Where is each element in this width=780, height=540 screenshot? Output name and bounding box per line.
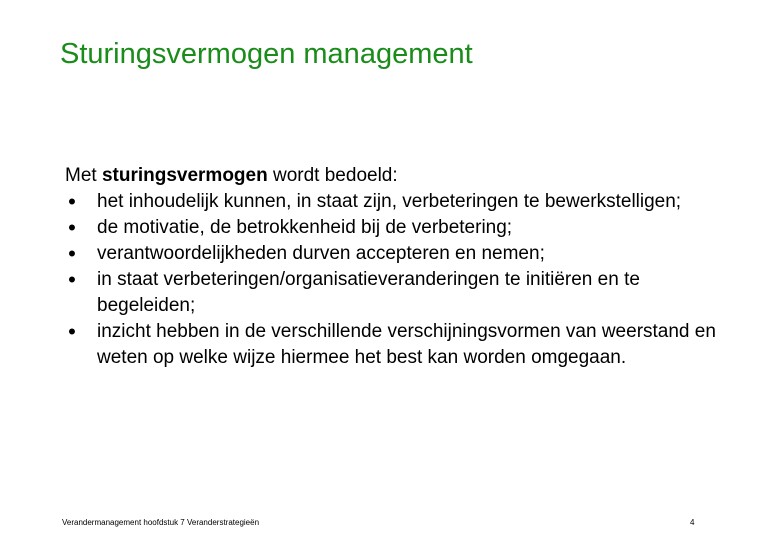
intro-prefix: Met [65, 165, 102, 186]
list-item [65, 267, 725, 319]
bullet-icon: • [68, 189, 76, 214]
intro-bold-term: sturingsvermogen [101, 165, 268, 186]
list-item-text: in staat verbeteringen/organisatieveranderingen te initiëren en te begeleiden; [97, 269, 640, 316]
list-item [65, 189, 725, 215]
bullet-icon: • [68, 267, 76, 292]
list-item [65, 319, 725, 371]
bullet-icon: • [68, 319, 76, 344]
intro-suffix: wordt bedoeld: [267, 165, 398, 186]
list-item [65, 241, 725, 267]
list-item-text: het inhoudelijk kunnen, in staat zijn, verbeteringen te bewerkstelligen; [97, 191, 682, 212]
list-item-text: de motivatie, de betrokkenheid bij de verbetering; [97, 217, 513, 238]
list-item [65, 215, 725, 241]
slide-body [65, 163, 725, 371]
page-number: 4 [690, 518, 695, 527]
footer-text: Verandermanagement hoofdstuk 7 Veranderstrategieën [62, 518, 260, 527]
intro-line [65, 163, 725, 189]
list-item-text: verantwoordelijkheden durven accepteren en nemen; [97, 243, 545, 264]
list-item-text: inzicht hebben in de verschillende verschijningsvormen van weerstand en weten op welke wijze hiermee het best kan worden omgegaan. [97, 321, 716, 368]
bullet-list [65, 189, 725, 371]
bullet-icon: • [68, 241, 76, 266]
bullet-icon: • [68, 215, 76, 240]
slide-title: Sturingsvermogen management [60, 38, 473, 70]
